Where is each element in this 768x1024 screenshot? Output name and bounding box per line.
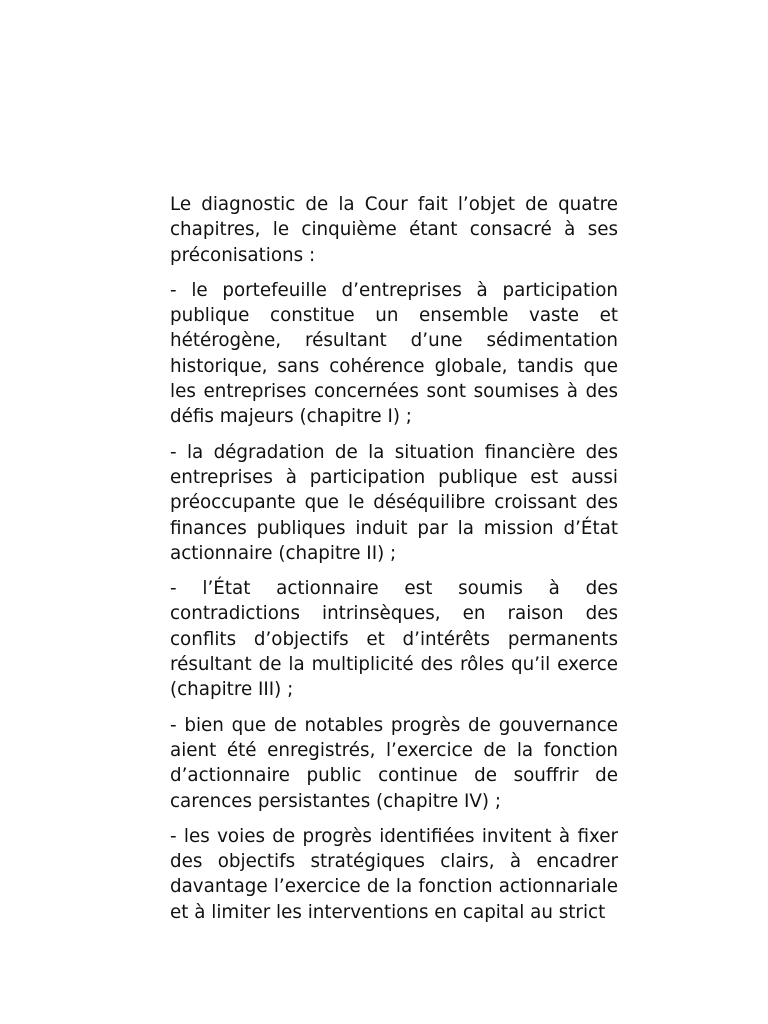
list-item: - bien que de notables progrès de gouvernance aient été enregistrés, l’exercice de la fonction d’actionnaire public continue de souffrir de carences persistantes (chapitre IV) ; xyxy=(170,714,618,812)
list-item: - les voies de progrès identifiées invitent à fixer des objectifs stratégiques clairs, à encadrer davantage l’exercice de la fonction actionnariale et à limiter les interventions en capital au strict xyxy=(170,825,618,923)
intro-paragraph: Le diagnostic de la Cour fait l’objet de quatre chapitres, le cinquième étant consacré à ses préconisations : xyxy=(170,194,618,266)
list-item: - le portefeuille d’entreprises à participation publique constitue un ensemble vaste et hétérogène, résultant d’une sédimentation historique, sans cohérence globale, tandis que les entreprises concernées sont soumises à des défis majeurs (chapitre I) ; xyxy=(170,279,618,428)
list-item: - la dégradation de la situation financière des entreprises à participation publique est aussi préoccupante que le déséquilibre croissant des finances publiques induit par la mission d’État actionnaire (chapitre II) ; xyxy=(170,441,618,564)
document-body xyxy=(170,192,618,935)
list-item: - l’État actionnaire est soumis à des contradictions intrinsèques, en raison des conflits d’objectifs et d’intérêts permanents résultant de la multiplicité des rôles qu’il exerce (chapitre III) ; xyxy=(170,578,618,701)
